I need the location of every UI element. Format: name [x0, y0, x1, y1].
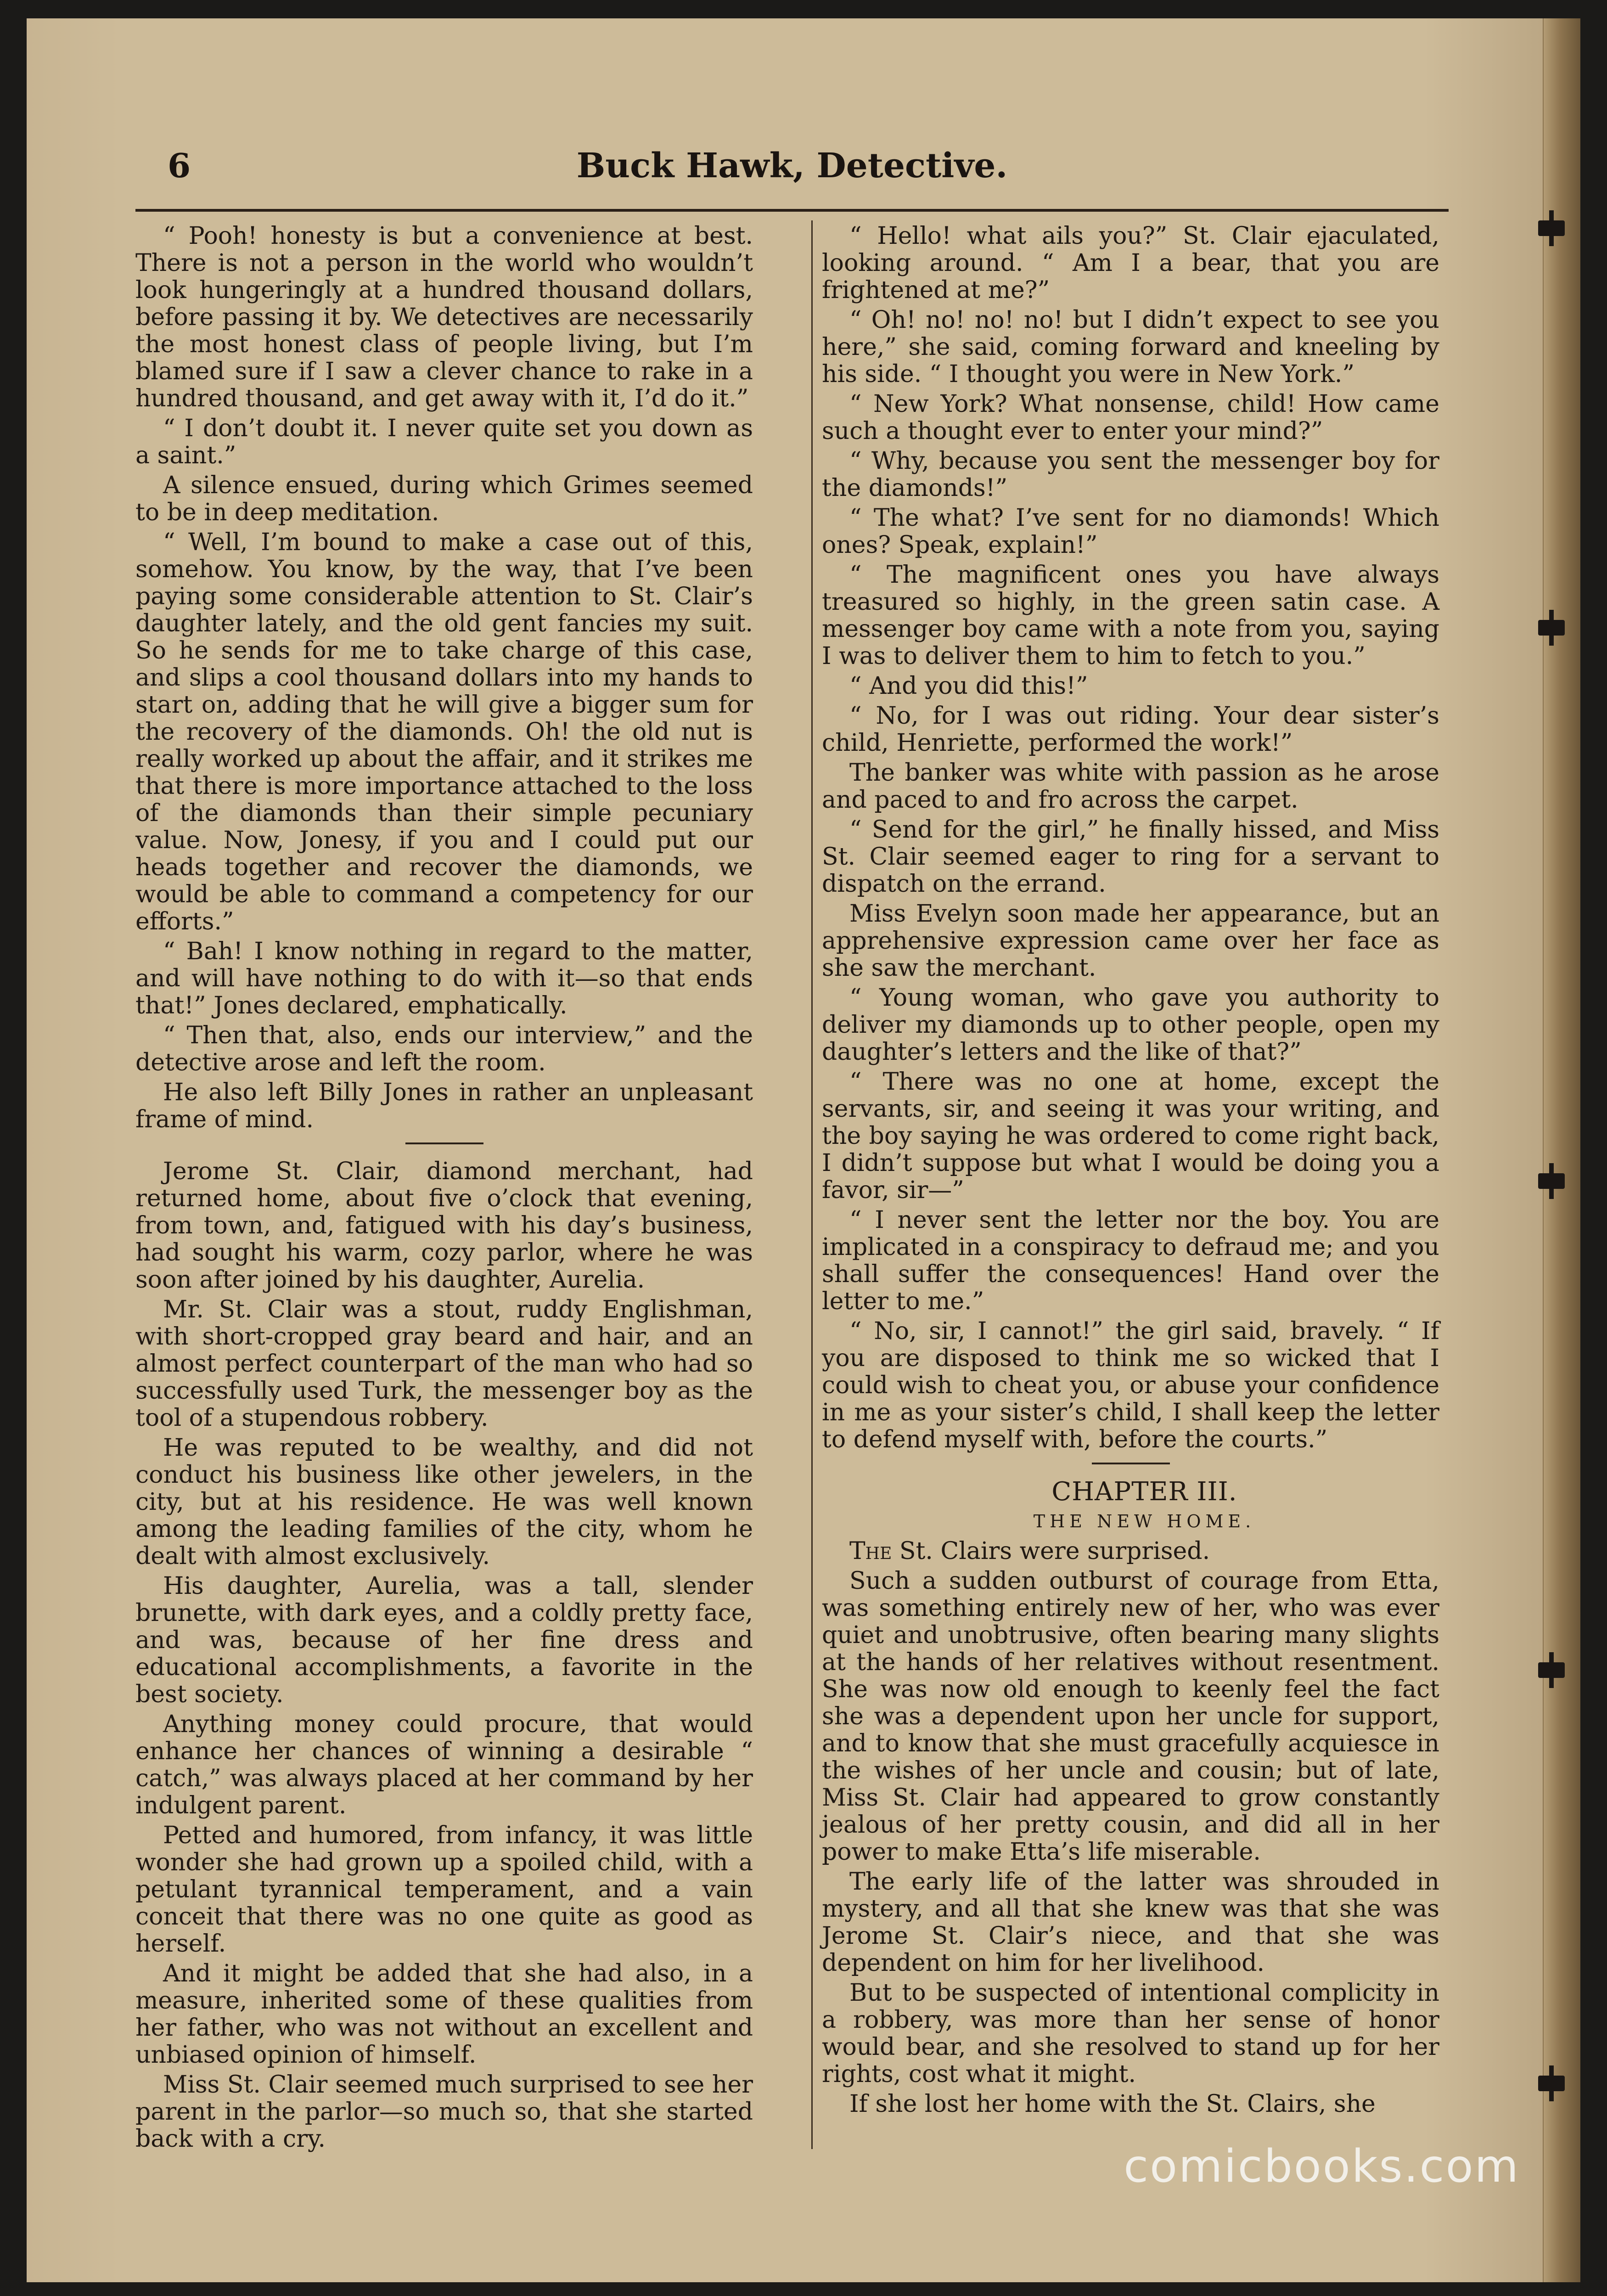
paragraph: “ There was no one at home, except the servants, sir, and seeing it was your writing, and the boy saying he was ordered to come right back, I didn’t suppose but what I would be doing you a favor, sir—”: [822, 1068, 1439, 1204]
paragraph: “ I never sent the letter nor the boy. You are implicated in a conspiracy to defraud me; and you shall suffer the consequences! Hand over the letter to me.”: [822, 1206, 1439, 1315]
page-header: [135, 146, 1449, 201]
paragraph: Such a sudden outburst of courage from Etta, was something entirely new of her, who was ever quiet and unobtrusive, often bearing many slights at the hands of her relatives without resentment. She was now old enough to keenly feel the fact she was a dependent upon her uncle for support, and to know that she must gracefully acquiesce in the wishes of her uncle and cousin; but of late, Miss St. Clair had appeared to grow constantly jealous of her pretty cousin, and did all in her power to make Etta’s life miserable.: [822, 1567, 1439, 1866]
paragraph: “ No, sir, I cannot!” the girl said, bravely. “ If you are disposed to think me so wicked that I could wish to cheat you, or abuse your confidence in me as your sister’s child, I shall keep the letter to defend myself with, before the courts.”: [822, 1317, 1439, 1453]
paragraph: Jerome St. Clair, diamond merchant, had returned home, about five o’clock that evening, from town, and, fatigued with his day’s business, had sought his warm, cozy parlor, where he was soon after joined by his daughter, Aurelia.: [135, 1158, 753, 1294]
staple-icon: [1538, 1662, 1565, 1678]
paragraph: The early life of the latter was shrouded in mystery, and all that she knew was that she was Jerome St. Clair’s niece, and that she was dependent on him for her livelihood.: [822, 1868, 1439, 1977]
column-divider: [811, 220, 813, 2149]
paragraph-chapter-opening: [822, 1538, 1439, 1565]
paragraph: “ The what? I’ve sent for no diamonds! Which ones? Speak, explain!”: [822, 504, 1439, 559]
paragraph: Anything money could procure, that would enhance her chances of winning a desirable “ catch,” was always placed at her command by her indulgent parent.: [135, 1711, 753, 1819]
paragraph: Miss Evelyn soon made her appearance, but an apprehensive expression came over her face as she saw the merchant.: [822, 900, 1439, 982]
chapter-first-line: St. Clairs were surprised.: [892, 1537, 1210, 1565]
chapter-first-word: The: [849, 1537, 892, 1565]
paragraph: But to be suspected of intentional complicity in a robbery, was more than her sense of honor would bear, and she resolved to stand up for her rights, cost what it might.: [822, 1979, 1439, 2088]
header-rule: [135, 209, 1449, 212]
staple-icon: [1538, 1173, 1565, 1189]
paragraph: “ Then that, also, ends our interview,” and the detective arose and left the room.: [135, 1022, 753, 1076]
paragraph: “ The magnificent ones you have always treasured so highly, in the green satin case. A messenger boy came with a note from you, saying I was to deliver them to him to fetch to you.”: [822, 561, 1439, 670]
paragraph: Mr. St. Clair was a stout, ruddy Englishman, with short-cropped gray beard and hair, and an almost perfect counterpart of the man who had so successfully used Turk, the messenger boy as the tool of a stupendous robbery.: [135, 1296, 753, 1432]
paragraph: If she lost her home with the St. Clairs, she: [849, 2090, 1376, 2118]
paragraph: He also left Billy Jones in rather an unpleasant frame of mind.: [135, 1079, 753, 1133]
paragraph: “ I don’t doubt it. I never quite set you down as a saint.”: [135, 415, 753, 469]
chapter-heading: CHAPTER III.: [1051, 1477, 1237, 1507]
paragraph: “ Hello! what ails you?” St. Clair ejaculated, looking around. “ Am I a bear, that you are frightened at me?”: [822, 222, 1439, 304]
page-spine-edge: [1543, 18, 1580, 2282]
paragraph: “ Oh! no! no! no! but I didn’t expect to see you here,” she said, coming forward and kneeling by his side. “ I thought you were in New York.”: [822, 306, 1439, 388]
staple-icon: [1538, 220, 1565, 236]
paragraph: His daughter, Aurelia, was a tall, slender brunette, with dark eyes, and a coldly pretty face, and was, because of her fine dress and educational accomplishments, a favorite in the best society.: [135, 1572, 753, 1708]
paragraph: “ Bah! I know nothing in regard to the matter, and will have nothing to do with it—so that ends that!” Jones declared, emphatically.: [135, 938, 753, 1019]
left-column: [135, 223, 753, 2155]
staple-icon: [1538, 620, 1565, 636]
paragraph: “ Pooh! honesty is but a convenience at best. There is not a person in the world who wouldn’t look hungeringly at a hundred thousand dollars, before passing it by. We detectives are necessarily the most honest class of people living, but I’m blamed sure if I saw a clever chance to rake in a hundred thousand, and get away with it, I’d do it.”: [135, 222, 753, 412]
paragraph: “ No, for I was out riding. Your dear sister’s child, Henriette, performed the work!”: [822, 702, 1439, 757]
paragraph: “ Young woman, who gave you authority to deliver my diamonds up to other people, open my daughter’s letters and the like of that?”: [822, 984, 1439, 1066]
chapter-subheading: THE NEW HOME.: [1033, 1511, 1256, 1531]
section-divider: [1092, 1463, 1170, 1464]
paragraph: Miss St. Clair seemed much surprised to see her parent in the parlor—so much so, that she started back with a cry.: [135, 2071, 753, 2153]
paragraph: A silence ensued, during which Grimes seemed to be in deep meditation.: [135, 472, 753, 526]
right-column: [822, 223, 1439, 2121]
page-number: 6: [168, 146, 191, 185]
staple-icon: [1538, 2076, 1565, 2091]
paragraph: Petted and humored, from infancy, it was little wonder she had grown up a spoiled child, with a petulant tyrannical temperament, and a vain conceit that there was no one quite as good as herself.: [135, 1822, 753, 1958]
paragraph: “ Why, because you sent the messenger boy for the diamonds!”: [822, 447, 1439, 502]
watermark-text: comicbooks.com: [1124, 2140, 1520, 2193]
paragraph: “ Well, I’m bound to make a case out of this, somehow. You know, by the way, that I’ve been paying some considerable attention to St. Clair’s daughter lately, and the old gent fancies my suit. So he sends for me to take charge of this case, and slips a cool thousand dollars into my hands to start on, adding that he will give a bigger sum for the recovery of the diamonds. Oh! the old nut is really worked up about the affair, and it strikes me that there is more importance attached to the loss of the diamonds than their simple pecuniary value. Now, Jonesy, if you and I could put our heads together and recover the diamonds, we would be able to command a competency for our efforts.”: [135, 529, 753, 935]
paragraph: “ And you did this!”: [849, 672, 1088, 700]
paragraph: “ Send for the girl,” he finally hissed, and Miss St. Clair seemed eager to ring for a servant to dispatch on the errand.: [822, 816, 1439, 898]
section-divider: [405, 1142, 483, 1144]
paragraph: He was reputed to be wealthy, and did not conduct his business like other jewelers, in the city, but at his residence. He was well known among the leading families of the city, whom he dealt with almost exclusively.: [135, 1434, 753, 1570]
paragraph: The banker was white with passion as he arose and paced to and fro across the carpet.: [822, 759, 1439, 814]
paragraph: And it might be added that she had also, in a measure, inherited some of these qualities from her father, who was not without an excellent and unbiased opinion of himself.: [135, 1960, 753, 2069]
paragraph: “ New York? What nonsense, child! How came such a thought ever to enter your mind?”: [822, 390, 1439, 445]
running-title: Buck Hawk, Detective.: [576, 146, 1008, 186]
